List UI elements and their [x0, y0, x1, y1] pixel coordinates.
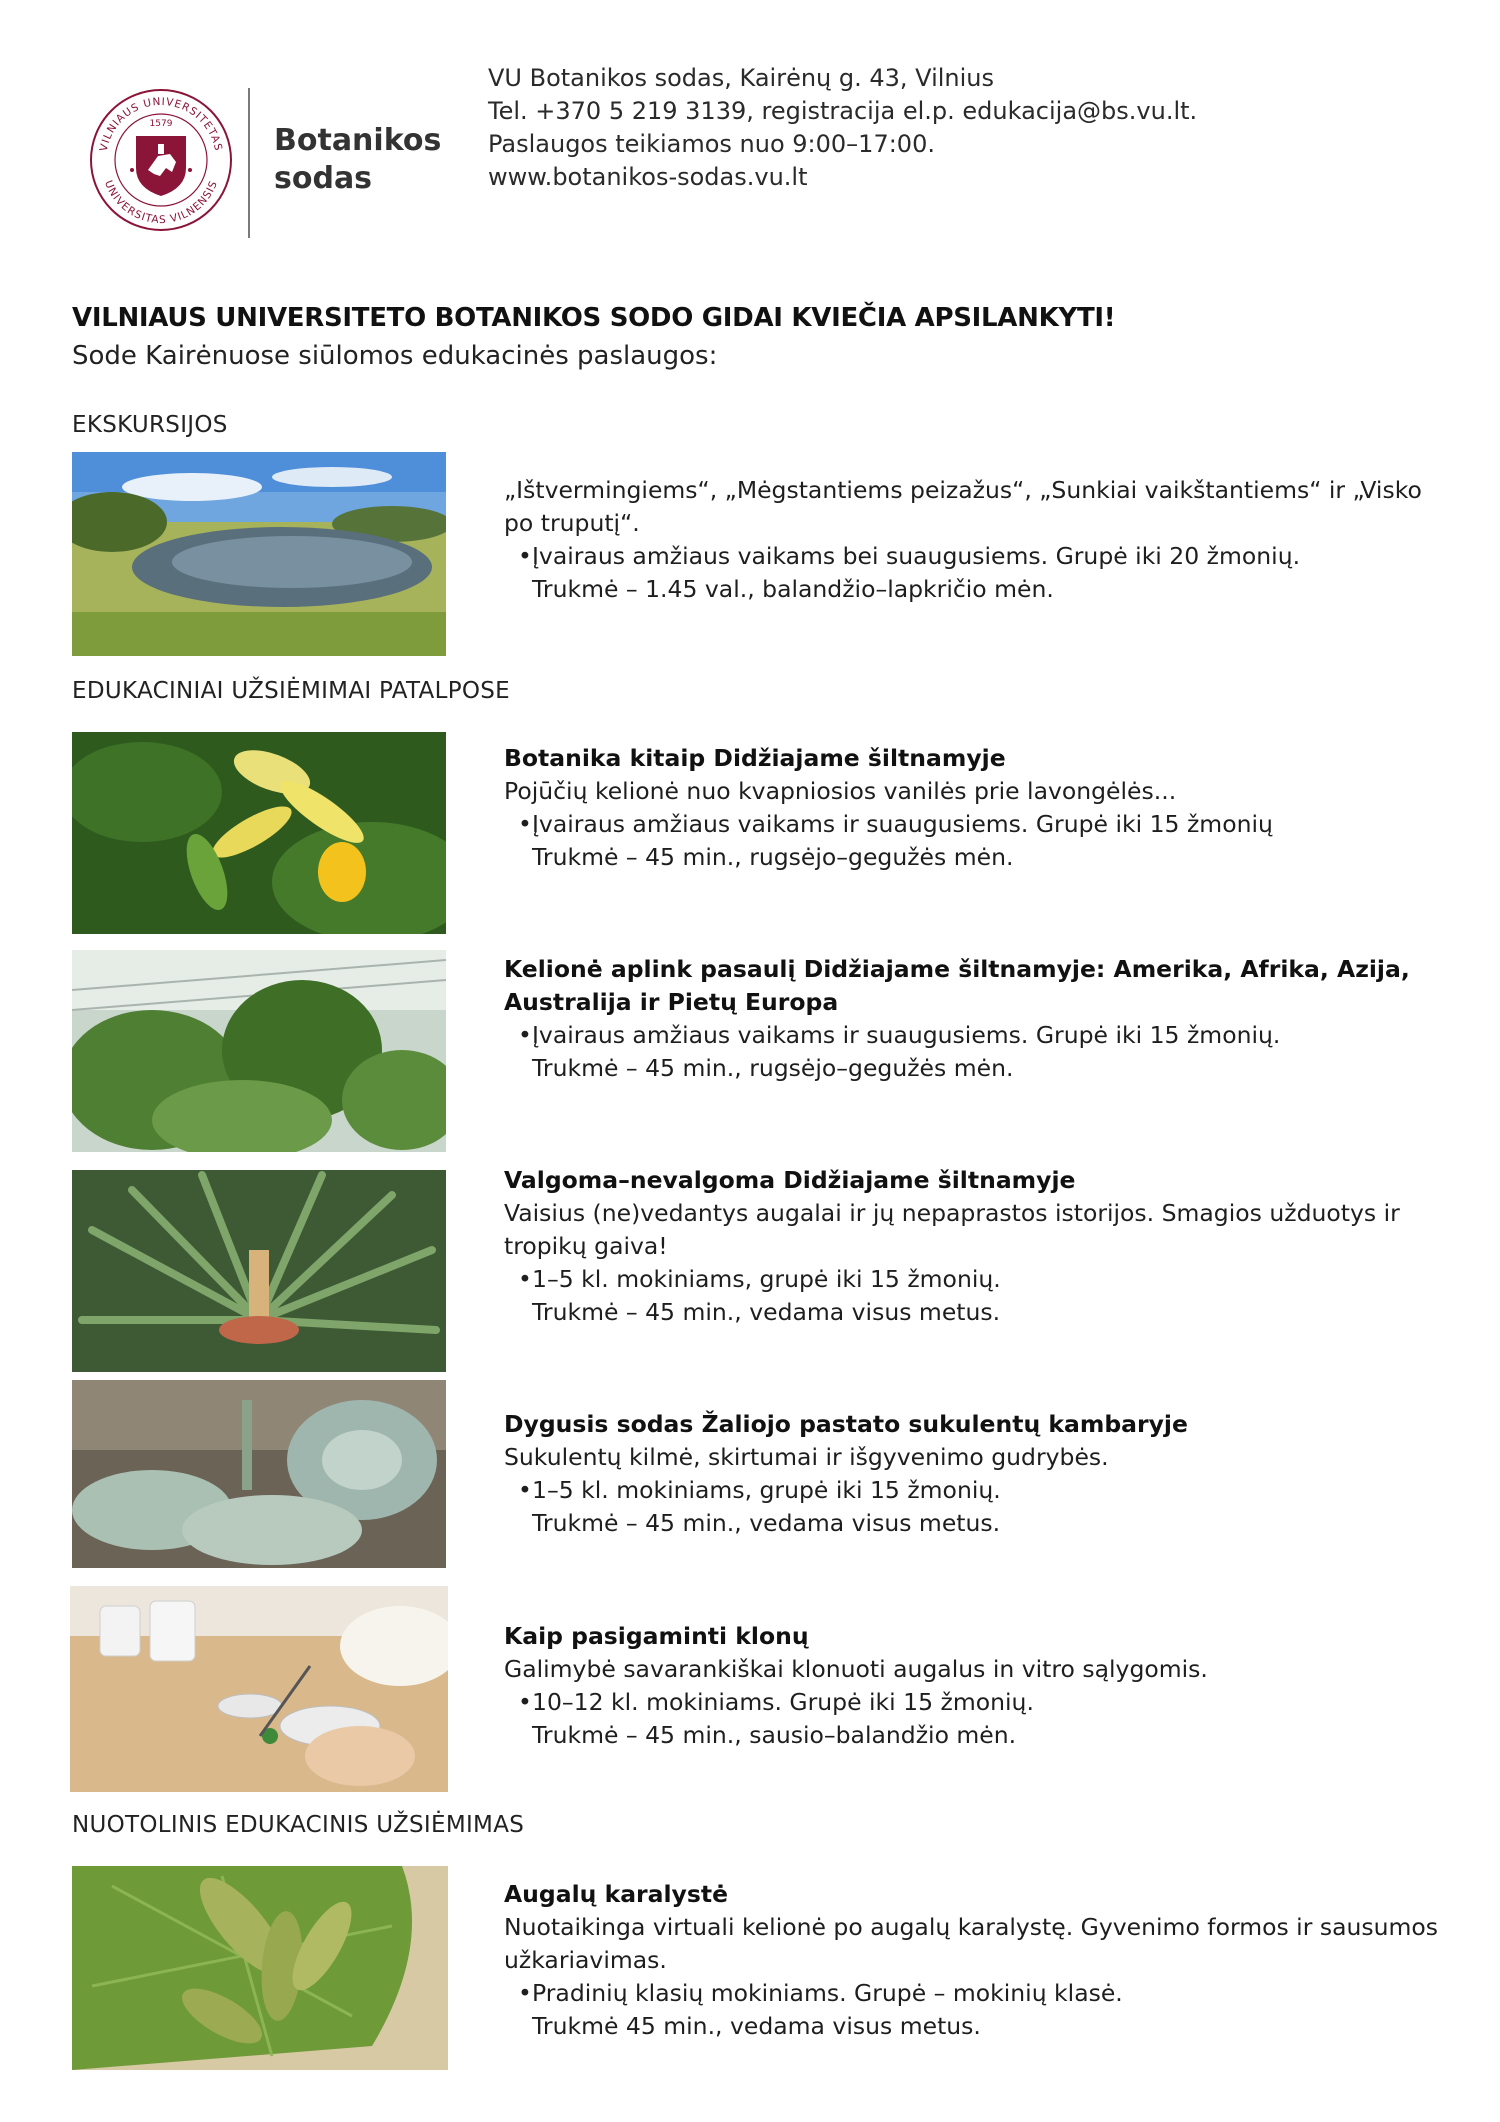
seal-year: 1579: [149, 119, 173, 129]
entry-audience-text: Įvairaus amžiaus vaikams ir suaugusiems. Grupė iki 15 žmonių: [532, 810, 1273, 838]
entry-dygusis-sodas: [504, 1408, 1454, 1540]
entry-audience: •Pradinių klasių mokiniams. Grupė – mokinių klasė.: [518, 1979, 1123, 2007]
university-seal-logo: [88, 84, 234, 242]
entry-audience: •10–12 kl. mokiniams. Grupė iki 15 žmonių.: [518, 1688, 1034, 1716]
entry-title: Botanika kitaip Didžiajame šiltnamyje: [504, 744, 1006, 772]
entry-description: Vaisius (ne)vedantys augalai ir jų nepaprastos istorijos. Smagios užduotys ir tropikų gaiva!: [504, 1199, 1400, 1260]
logo-name-line2: sodas: [274, 161, 373, 196]
photo-vanilla-flower: [72, 732, 446, 934]
photo-succulents: [72, 1380, 446, 1568]
entry-audience: •Įvairaus amžiaus vaikams ir suaugusiems. Grupė iki 15 žmonių.: [518, 1021, 1281, 1049]
entry-duration: Trukmė – 1.45 val., balandžio–lapkričio mėn.: [532, 575, 1054, 603]
entry-title: Dygusis sodas Žaliojo pastato sukulentų kambaryje: [504, 1410, 1188, 1438]
entry-audience-text: 1–5 kl. mokiniams, grupė iki 15 žmonių.: [532, 1476, 1001, 1504]
entry-title: Kelionė aplink pasaulį Didžiajame šiltnamyje: Amerika, Afrika, Azija, Australija ir Pietų Europa: [504, 955, 1410, 1016]
entry-valgoma-nevalgoma: [504, 1164, 1454, 1329]
entry-duration: Trukmė – 45 min., vedama visus metus.: [532, 1298, 1001, 1326]
entry-title: Kaip pasigaminti klonų: [504, 1622, 809, 1650]
photo-greenhouse-plants: [72, 950, 446, 1152]
entry-augalu-karalyste: [504, 1878, 1454, 2043]
logo-divider: [248, 88, 250, 238]
entry-duration: Trukmė – 45 min., sausio–balandžio mėn.: [532, 1721, 1017, 1749]
entry-kelione-aplink-pasauli: [504, 953, 1454, 1085]
entry-excursions: [504, 474, 1454, 606]
entry-description: Nuotaikinga virtuali kelionė po augalų karalystę. Gyvenimo formos ir sausumos užkariavimas.: [504, 1913, 1439, 1974]
photo-cycad-palm: [72, 1170, 446, 1372]
page-subtitle: Sode Kairėnuose siūlomos edukacinės paslaugos:: [72, 341, 718, 371]
entry-audience: •1–5 kl. mokiniams, grupė iki 15 žmonių.: [518, 1265, 1001, 1293]
page-title: VILNIAUS UNIVERSITETO BOTANIKOS SODO GIDAI KVIEČIA APSILANKYTI!: [72, 303, 1116, 333]
page-header: [0, 0, 1500, 260]
entry-duration: Trukmė – 45 min., vedama visus metus.: [532, 1509, 1001, 1537]
entry-audience: •Įvairaus amžiaus vaikams bei suaugusiems. Grupė iki 20 žmonių.: [518, 542, 1301, 570]
entry-description: Pojūčių kelionė nuo kvapniosios vanilės prie lavongėlės...: [504, 777, 1177, 805]
entry-audience-text: Pradinių klasių mokiniams. Grupė – mokinių klasė.: [532, 1979, 1123, 2007]
entry-audience-text: Įvairaus amžiaus vaikams ir suaugusiems. Grupė iki 15 žmonių.: [532, 1021, 1281, 1049]
entry-audience: •Įvairaus amžiaus vaikams ir suaugusiems. Grupė iki 15 žmonių: [518, 810, 1273, 838]
entry-klonai: [504, 1620, 1454, 1752]
photo-lab-cloning: [70, 1586, 448, 1792]
entry-audience-text: Įvairaus amžiaus vaikams bei suaugusiems. Grupė iki 20 žmonių.: [532, 542, 1301, 570]
section-heading-indoor: EDUKACINIAI UŽSIĖMIMAI PATALPOSE: [72, 678, 511, 704]
logo-name-line1: Botanikos: [274, 123, 442, 158]
contact-block: [488, 62, 1197, 194]
section-heading-excursions: EKSKURSIJOS: [72, 412, 228, 438]
entry-duration: Trukmė 45 min., vedama visus metus.: [532, 2012, 981, 2040]
section-heading-remote: NUOTOLINIS EDUKACINIS UŽSIĖMIMAS: [72, 1812, 525, 1838]
contact-phone-email: Tel. +370 5 219 3139, registracija el.p. edukacija@bs.vu.lt.: [488, 97, 1198, 125]
seal-text-top: VILNIAUS UNIVERSITETAS: [97, 95, 225, 153]
entry-audience-text: 1–5 kl. mokiniams, grupė iki 15 žmonių.: [532, 1265, 1001, 1293]
entry-title: Augalų karalystė: [504, 1880, 729, 1908]
entry-audience-text: 10–12 kl. mokiniams. Grupė iki 15 žmonių.: [532, 1688, 1034, 1716]
contact-website[interactable]: www.botanikos-sodas.vu.lt: [488, 163, 808, 191]
seal-text-bottom: UNIVERSITAS VILNENSIS: [101, 178, 221, 227]
contact-hours: Paslaugos teikiamos nuo 9:00–17:00.: [488, 130, 935, 158]
entry-description: „Ištvermingiems“, „Mėgstantiems peizažus“, „Sunkiai vaikštantiems“ ir „Visko po truputį“.: [504, 476, 1422, 537]
entry-description: Galimybė savarankiškai klonuoti augalus in vitro sąlygomis.: [504, 1655, 1208, 1683]
entry-botanika-kitaip: [504, 742, 1454, 874]
entry-description: Sukulentų kilmė, skirtumai ir išgyvenimo gudrybės.: [504, 1443, 1109, 1471]
logo-name: [274, 122, 454, 198]
entry-duration: Trukmė – 45 min., rugsėjo–gegužės mėn.: [532, 1054, 1014, 1082]
entry-title: Valgoma–nevalgoma Didžiajame šiltnamyje: [504, 1166, 1076, 1194]
entry-duration: Trukmė – 45 min., rugsėjo–gegužės mėn.: [532, 843, 1014, 871]
contact-address: VU Botanikos sodas, Kairėnų g. 43, Vilnius: [488, 64, 994, 92]
entry-audience: •1–5 kl. mokiniams, grupė iki 15 žmonių.: [518, 1476, 1001, 1504]
photo-lake-landscape: [72, 452, 446, 656]
photo-seed-pods: [72, 1866, 448, 2070]
